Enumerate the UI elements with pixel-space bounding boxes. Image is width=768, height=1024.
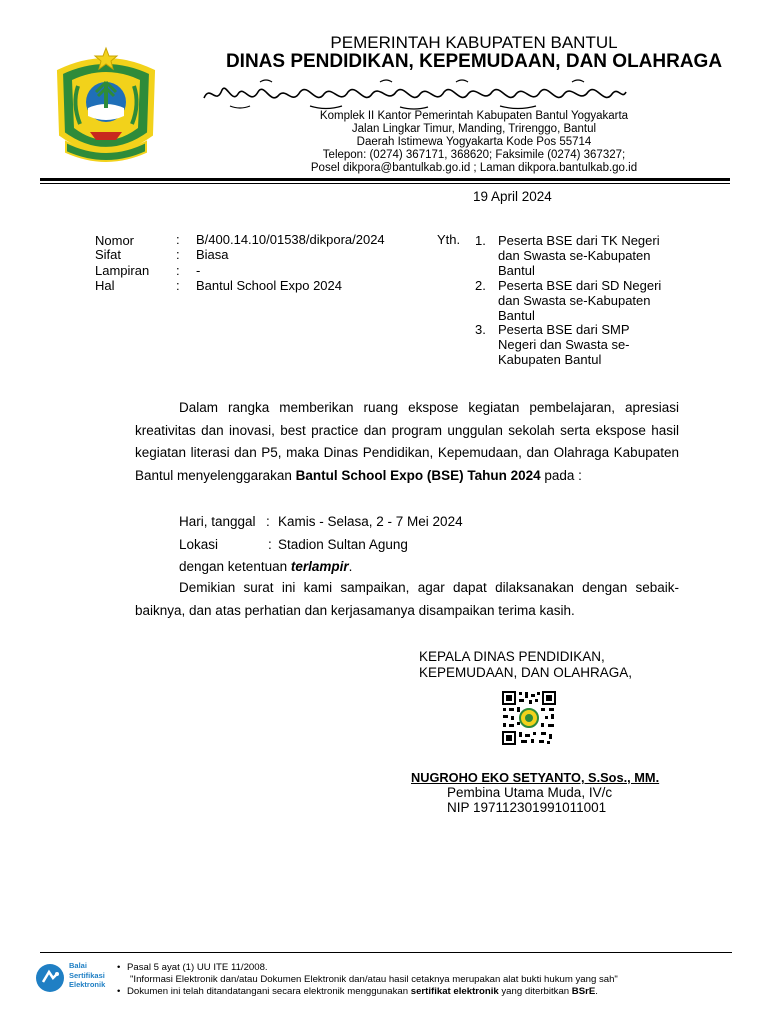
schedule-label-date: Hari, tanggal (179, 514, 256, 529)
meta-sep: : (176, 263, 180, 278)
footer-note-text: yang diterbitkan (498, 986, 572, 997)
qr-code-icon (501, 690, 557, 746)
recipient-line: dan Swasta se-Kabupaten (498, 248, 651, 263)
letterhead-divider (40, 178, 730, 181)
recipient-line: Bantul (498, 263, 535, 278)
government-name: PEMERINTAH KABUPATEN BANTUL (330, 33, 618, 52)
meta-key-lampiran: Lampiran (95, 263, 150, 278)
recipient-line: Peserta BSE dari SD Negeri (498, 278, 662, 293)
schedule-value-location: Stadion Sultan Agung (278, 537, 408, 552)
recipient-line: Kabupaten Bantul (498, 352, 602, 367)
recipient-number: 2. (475, 278, 486, 293)
recipient-line: dan Swasta se-Kabupaten (498, 293, 651, 308)
recipient-label: Yth. (437, 232, 461, 247)
footer-note-text: . (595, 986, 598, 997)
bsre-logo-line: Sertifikasi (69, 970, 105, 980)
body-text: Dalam rangka memberikan ruang ekspose kegiatan pembelajaran, apresiasi kreativitas dan inovasi, best practice dan program unggulan sekolah serta ekspose hasil kegiatan literasi dan P5, maka Dinas Pendidikan, Kepemudaan, dan Olahraga Kabupaten Bantul menyelenggarakan (135, 400, 679, 483)
body-paragraph (135, 397, 679, 487)
address-line: Komplek II Kantor Pemerintah Kabupaten Bantul Yogyakarta (319, 110, 629, 122)
terms-emphasis: terlampir (290, 559, 349, 574)
meta-key-sifat: Sifat (95, 247, 122, 262)
footer-note-signature (117, 986, 598, 998)
recipient-item (498, 233, 688, 278)
department-name: DINAS PENDIDIKAN, KEPEMUDAAN, DAN OLAHRAGA (225, 51, 723, 72)
schedule-sep: : (268, 537, 272, 552)
address-line: Posel dikpora@bantulkab.go.id ; Laman dikpora.bantulkab.go.id (310, 162, 638, 174)
schedule-label-location: Lokasi (179, 537, 219, 552)
bsre-logo-line: Balai (69, 961, 87, 970)
recipient-number: 3. (475, 322, 486, 337)
meta-value-lampiran: - (196, 263, 201, 278)
schedule-sep: : (266, 514, 270, 529)
recipient-number: 1. (475, 233, 486, 248)
javanese-script-decoration (200, 76, 630, 112)
address-line: Daerah Istimewa Yogyakarta Kode Pos 55714 (356, 136, 592, 148)
meta-value-hal: Bantul School Expo 2024 (196, 278, 342, 293)
letterhead-divider-thin (40, 183, 730, 184)
schedule-value-date: Kamis - Selasa, 2 - 7 Mei 2024 (278, 514, 463, 529)
footer-note-bold: sertifikat elektronik (410, 986, 499, 997)
signatory-name: NUGROHO EKO SETYANTO, S.Sos., MM. (411, 770, 660, 785)
meta-value-sifat: Biasa (196, 247, 229, 262)
terms-suffix: . (348, 559, 353, 574)
recipient-item (498, 322, 688, 367)
recipient-item (498, 278, 688, 323)
signatory-rank: Pembina Utama Muda, IV/c (447, 785, 613, 800)
footer-divider (40, 952, 732, 953)
meta-key-hal: Hal (95, 278, 115, 293)
closing-paragraph: Demikian surat ini kami sampaikan, agar dapat dilaksanakan dengan sebaik-baiknya, dan atas perhatian dan kerjasamanya disampaikan terima kasih. (135, 580, 679, 618)
recipient-line: Peserta BSE dari TK Negeri (498, 233, 660, 248)
terms-prefix: dengan ketentuan (179, 559, 291, 574)
recipient-line: Bantul (498, 308, 535, 323)
meta-value-nomor: B/400.14.10/01538/dikpora/2024 (196, 232, 385, 247)
signatory-title: KEPALA DINAS PENDIDIKAN, (419, 649, 605, 664)
address-line: Jalan Lingkar Timur, Manding, Trirenggo, Bantul (351, 123, 597, 135)
recipient-line: Negeri dan Swasta se- (498, 337, 630, 352)
meta-sep: : (176, 232, 180, 247)
terms-line (179, 558, 352, 575)
signatory-nip: NIP 197112301991011001 (447, 800, 607, 815)
footer-note-quote: "Informasi Elektronik dan/atau Dokumen Elektronik dan/atau hasil cetaknya merupakan alat bukti hukum yang sah" (130, 974, 618, 985)
recipient-line: Peserta BSE dari SMP (498, 322, 630, 337)
letter-date: 19 April 2024 (473, 189, 552, 204)
bsre-logo (34, 960, 124, 994)
footer-note-text: Dokumen ini telah ditandatangani secara elektronik menggunakan (127, 986, 411, 997)
body-text-tail: pada : (540, 467, 582, 483)
meta-sep: : (176, 247, 180, 262)
meta-sep: : (176, 278, 180, 293)
meta-key-nomor: Nomor (95, 233, 135, 248)
footer-note-bold: BSrE (571, 986, 596, 997)
footer-note-law: • Pasal 5 ayat (1) UU ITE 11/2008. (117, 962, 268, 974)
bantul-regency-emblem-icon (50, 42, 162, 170)
bsre-logo-icon (34, 962, 66, 994)
address-line: Telepon: (0274) 367171, 368620; Faksimile (0274) 367327; (322, 149, 626, 161)
event-name: Bantul School Expo (BSE) Tahun 2024 (295, 467, 541, 483)
signatory-title: KEPEMUDAAN, DAN OLAHRAGA, (419, 665, 633, 680)
bsre-logo-line: Elektronik (69, 980, 106, 989)
